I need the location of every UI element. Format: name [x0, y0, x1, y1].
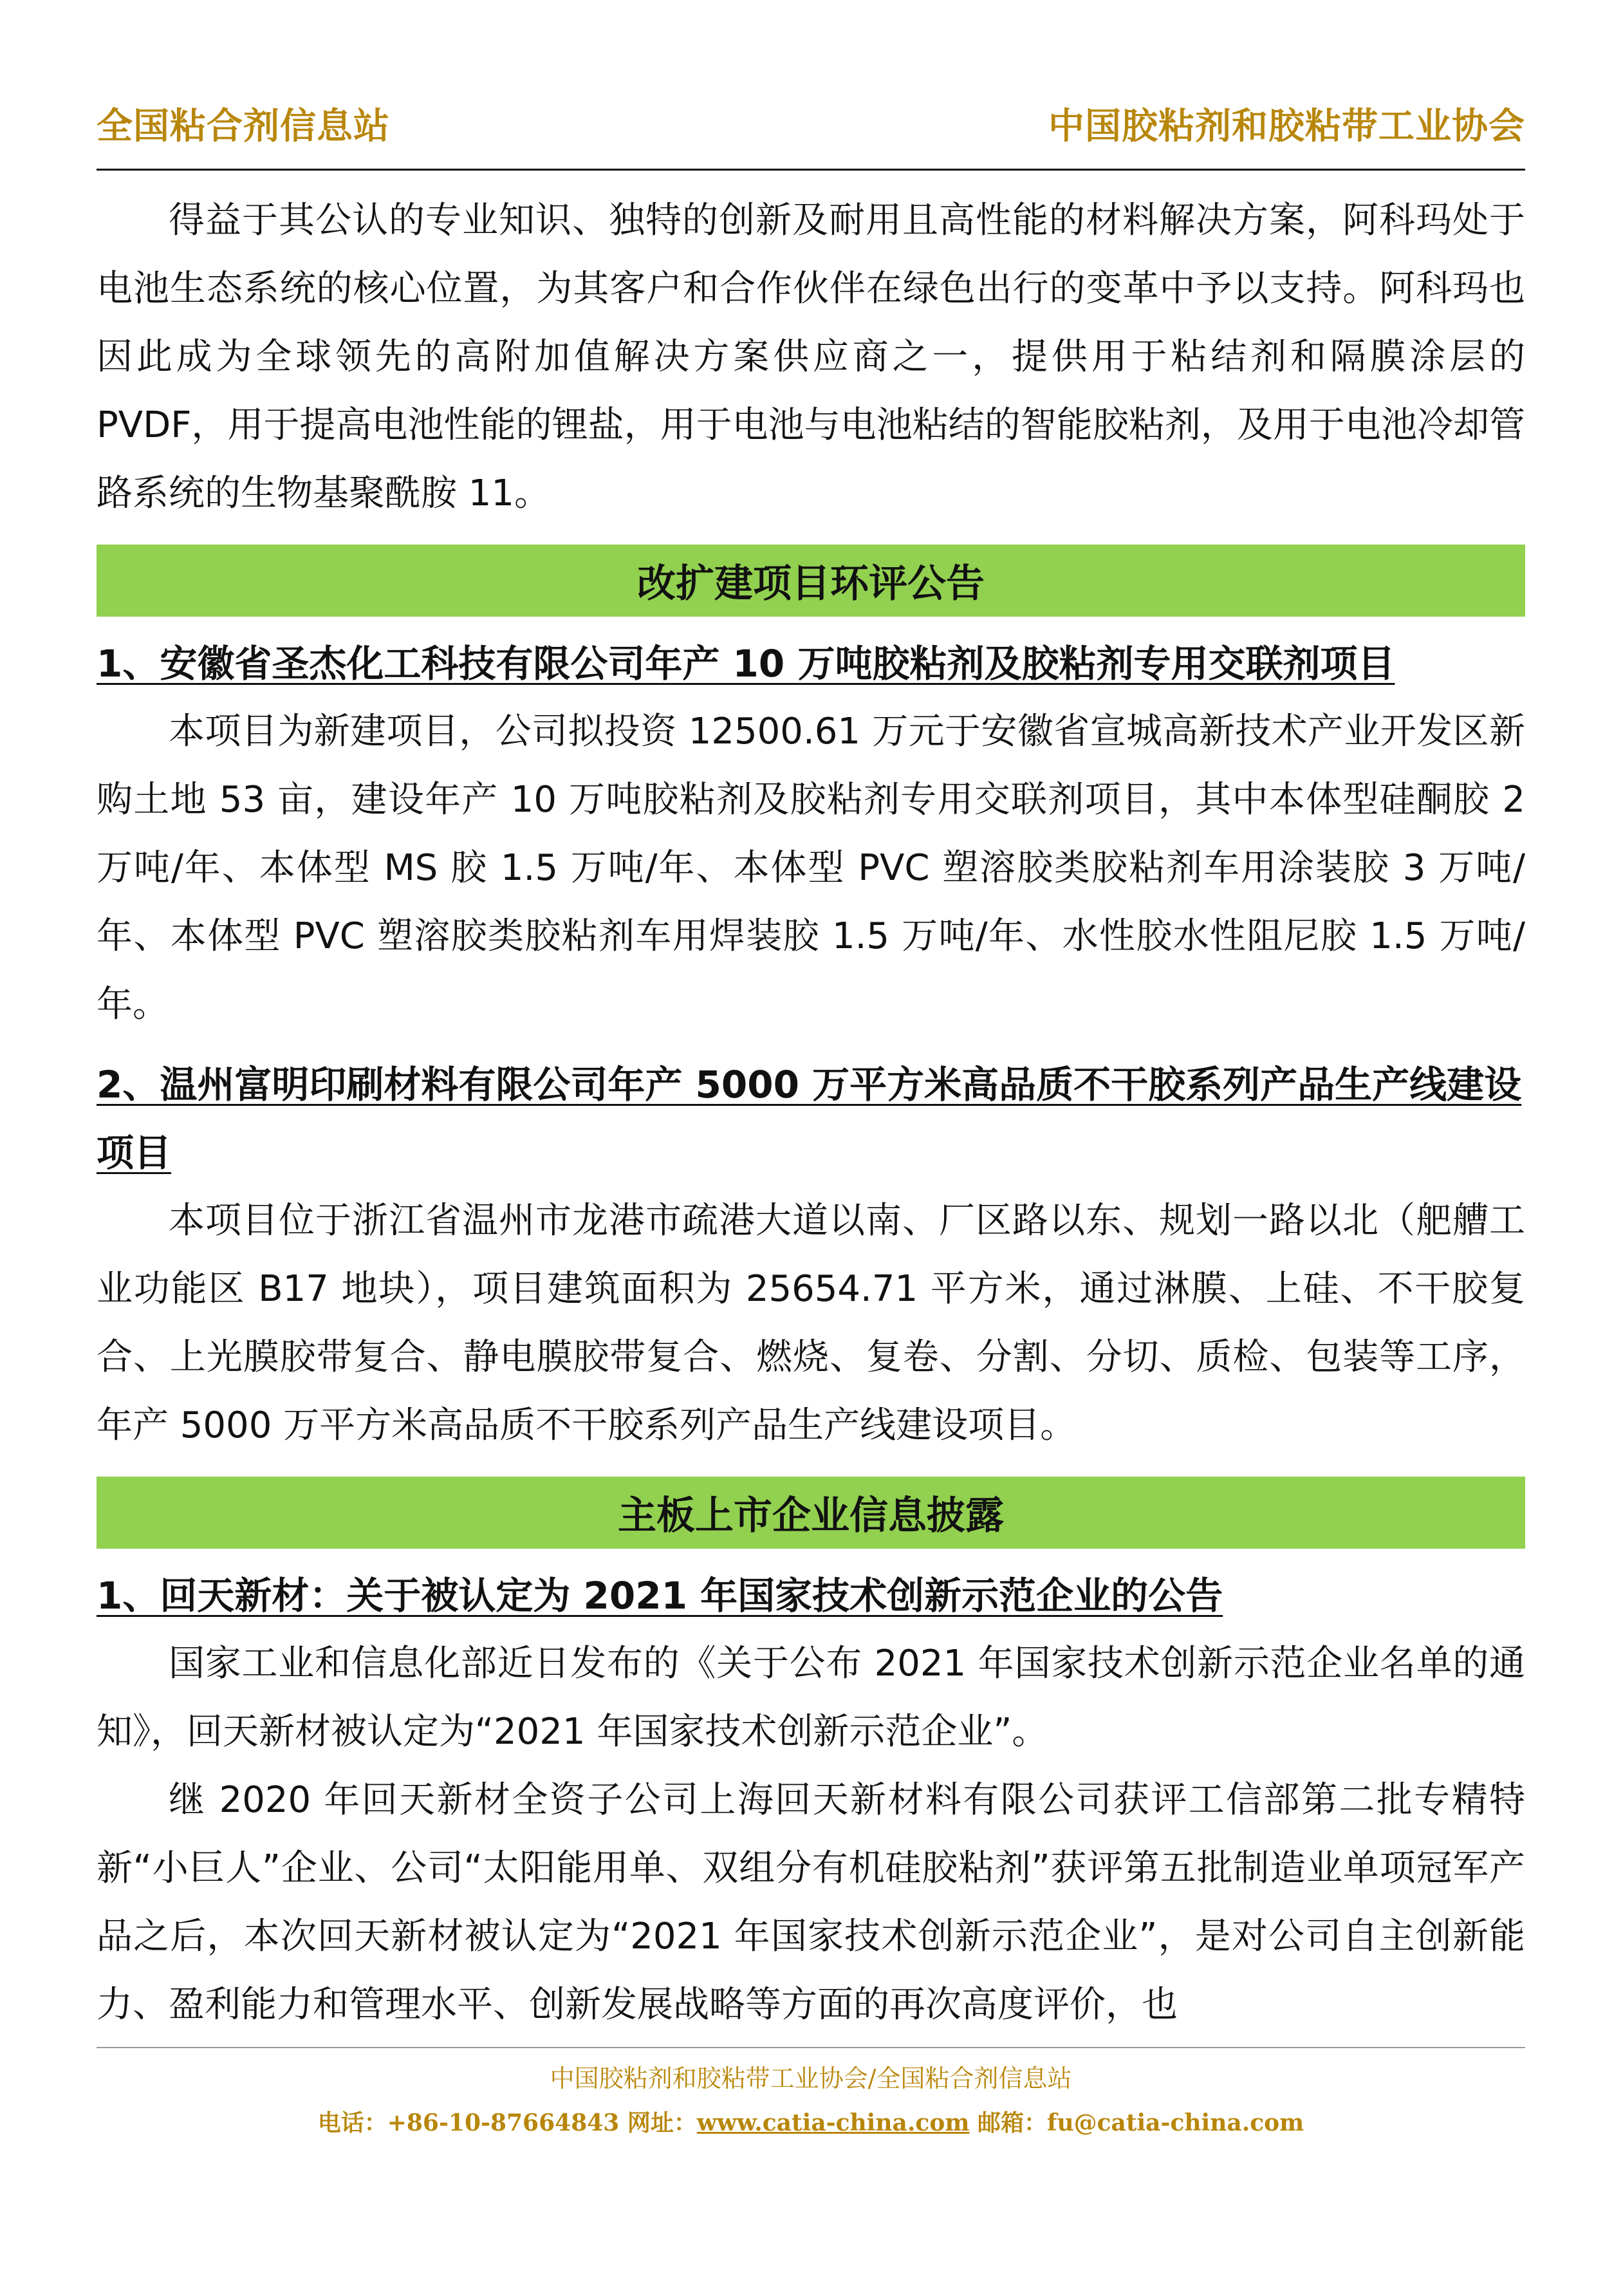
footer-contact	[97, 2105, 1525, 2138]
header-left-title: 全国粘合剂信息站	[97, 106, 390, 147]
section-banner-listed: 主板上市企业信息披露	[97, 1477, 1525, 1549]
footer-website-link[interactable]: www.catia-china.com	[696, 2109, 970, 2136]
item-body: 本项目为新建项目，公司拟投资 12500.61 万元于安徽省宣城高新技术产业开发区新购土地 53 亩，建设年产 10 万吨胶粘剂及胶粘剂专用交联剂项目，其中本体型硅酮胶 2 万吨/年、本体型 MS 胶 1.5 万吨/年、本体型 PVC 塑溶胶类胶粘剂车用涂装胶 3 万吨/年、本体型 PVC 塑溶胶类胶粘剂车用焊装胶 1.5 万吨/年、水性胶水性阻尼胶 1.5 万吨/年。	[97, 711, 1525, 1025]
page-header	[97, 106, 1525, 161]
item-body: 国家工业和信息化部近日发布的《关于公布 2021 年国家技术创新示范企业名单的通知》，回天新材被认定为“2021 年国家技术创新示范企业”。	[97, 1643, 1525, 1753]
header-divider	[97, 169, 1525, 171]
item-title: 1、安徽省圣杰化工科技有限公司年产 10 万吨胶粘剂及胶粘剂专用交联剂项目	[97, 642, 1395, 686]
footer-email[interactable]: fu@catia-china.com	[1046, 2109, 1304, 2136]
section-banner-eia: 改扩建项目环评公告	[97, 545, 1525, 617]
item-title: 2、温州富明印刷材料有限公司年产 5000 万平方米高品质不干胶系列产品生产线建设项目	[97, 1063, 1522, 1175]
intro-paragraph: 得益于其公认的专业知识、独特的创新及耐用且高性能的材料解决方案，阿科玛处于电池生态系统的核心位置，为其客户和合作伙伴在绿色出行的变革中予以支持。阿科玛也因此成为全球领先的高附加值解决方案供应商之一，提供用于粘结剂和隔膜涂层的 PVDF，用于提高电池性能的锂盐，用于电池与电池粘结的智能胶粘剂，及用于电池冷却管路系统的生物基聚酰胺 11。	[97, 200, 1525, 514]
footer-email-label: 邮箱：	[969, 2109, 1047, 2136]
document-body	[97, 187, 1525, 2039]
item-body: 本项目位于浙江省温州市龙港市疏港大道以南、厂区路以东、规划一路以北（舥艚工业功能区 B17 地块），项目建筑面积为 25654.71 平方米，通过淋膜、上硅、不干胶复合、上光膜胶带复合、静电膜胶带复合、燃烧、复卷、分割、分切、质检、包装等工序，年产 5000 万平方米高品质不干胶系列产品生产线建设项目。	[97, 1200, 1525, 1446]
footer-phone: 电话：+86-10-87664843 网址：	[317, 2109, 697, 2136]
footer-divider	[97, 2047, 1525, 2048]
item-body: 继 2020 年回天新材全资子公司上海回天新材料有限公司获评工信部第二批专精特新“小巨人”企业、公司“太阳能用单、双组分有机硅胶粘剂”获评第五批制造业单项冠军产品之后，本次回天新材被认定为“2021 年国家技术创新示范企业”，是对公司自主创新能力、盈利能力和管理水平、创新发展战略等方面的再次高度评价，也	[97, 1779, 1525, 2026]
header-right-title: 中国胶粘剂和胶粘带工业协会	[1048, 106, 1525, 147]
item-title: 1、回天新材：关于被认定为 2021 年国家技术创新示范企业的公告	[97, 1574, 1223, 1618]
footer-org: 中国胶粘剂和胶粘带工业协会/全国粘合剂信息站	[550, 2064, 1072, 2093]
